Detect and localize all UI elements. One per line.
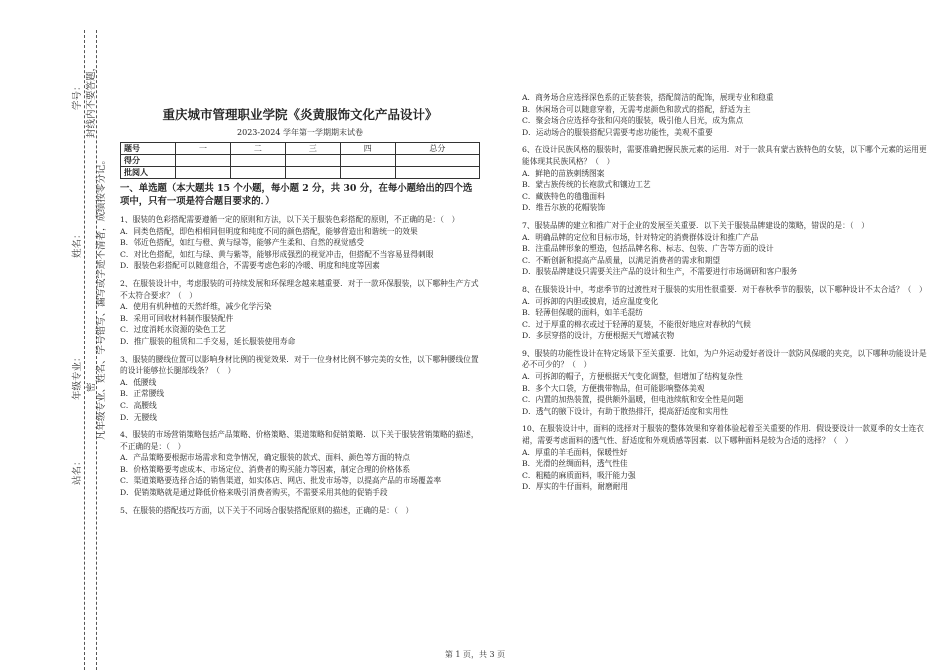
station-label: 站名： [72, 456, 83, 485]
score-header-row [121, 143, 480, 155]
left-column [120, 95, 480, 516]
question-5-options [522, 92, 927, 138]
option: B．邻近色搭配，如红与橙、黄与绿等，能够产生柔和、自然的视觉感受 [120, 238, 364, 248]
option: D．服装品牌建设只需要关注产品的设计和生产，不需要进行市场调研和客户服务 [522, 267, 798, 277]
option: B．蒙古族传统的长袍款式和镶边工艺 [522, 180, 651, 190]
option: B．正常腰线 [120, 389, 165, 399]
question-stem: 2、在服装设计中，考虑服装的可持续发展和环保理念越来越重要．对于一款环保服装，以下哪种生产方式不太符合要求？（ ） [120, 278, 479, 300]
right-column [522, 92, 927, 493]
left-question-list [120, 214, 480, 516]
option: A．商务场合应选择深色系的正装套装，搭配简洁的配饰，展现专业和稳重 [522, 93, 774, 102]
option: C．过于厚重的棉衣或过于轻薄的夏装，不能很好地应对春秋的气候 [522, 319, 751, 329]
option: D．维吾尔族的花帽装饰 [522, 203, 606, 213]
right-question-list [522, 144, 927, 493]
score-table [120, 142, 480, 179]
reviewer-row [121, 167, 480, 179]
question-stem: 9、服装的功能性设计在特定场景下至关重要．比如，为户外运动爱好者设计一款防风保暖的夹克，以下哪种功能设计是必不可少的？（ ） [522, 348, 927, 370]
question [120, 505, 480, 517]
question-stem: 4、服装的市场营销策略包括产品策略、价格策略、渠道策略和促销策略．以下关于服装营销策略的描述，不正确的是：（ ） [120, 430, 479, 451]
option: D．透气的腋下设计，有助于散热排汗，提高舒适度和实用性 [522, 406, 729, 416]
option: B．轻薄但保暖的面料，如羊毛混纺 [522, 308, 643, 318]
option: C．聚会场合应选择夸张和闪亮的服装，吸引他人目光，成为焦点 [522, 116, 744, 126]
option: C．对比色搭配，如红与绿、黄与紫等，能够形成强烈的视觉冲击，但搭配不当容易显得刺眼 [120, 249, 434, 259]
score-header-cell: 三 [285, 143, 340, 155]
question [522, 220, 927, 278]
option: B．多个大口袋，方便携带物品，但可能影响整体美观 [522, 383, 705, 393]
question [120, 429, 480, 499]
option: A．产品策略要根据市场需求和竞争情况，确定服装的款式、面料、颜色等方面的特点 [120, 453, 410, 463]
option: D．多层穿搭的设计，方便根据天气增减衣物 [522, 331, 675, 341]
option: C．渠道策略要选择合适的销售渠道，如实体店、网店、批发市场等，以提高产品的市场覆盖率 [120, 476, 442, 486]
option: D．厚实的牛仔面料，耐磨耐用 [522, 482, 629, 492]
page-number: 第 1 页，共 3 页 [444, 650, 506, 659]
exam-title: 重庆城市管理职业学院《炎黄服饰文化产品设计》 [162, 107, 438, 122]
reviewer-cell [395, 167, 479, 179]
score-header-cell: 题号 [121, 143, 176, 155]
score-row-label: 得分 [121, 155, 176, 167]
reviewer-cell [230, 167, 285, 179]
option: C．过度消耗水资源的染色工艺 [120, 325, 226, 335]
exam-subtitle: 2023-2024 学年第一学期期末试卷 [237, 128, 363, 137]
question [522, 348, 927, 418]
option: A．可拆卸的帽子，方便根据天气变化调整，但增加了结构复杂性 [522, 372, 743, 382]
seal-line-left [84, 30, 85, 670]
question-stem: 3、服装的腰线位置可以影响身材比例的视觉效果．对于一位身材比例不够完美的女性，以下哪种腰线位置的设计能够拉长腿部线条？（ ） [120, 354, 479, 376]
score-cell [340, 155, 395, 167]
option: C．粗糙的麻质面料，吸汗能力强 [522, 470, 636, 480]
score-header-cell: 四 [340, 143, 395, 155]
grade-major-label: 年级专业： [72, 352, 83, 400]
option: B．光滑的丝绸面料，透气性佳 [522, 459, 628, 469]
option: C．不断创新和提高产品质量，以满足消费者的需求和期望 [522, 255, 721, 265]
option: C．高腰线 [120, 400, 157, 410]
score-cell [176, 155, 231, 167]
option: A．厚重的羊毛面料，保暖性好 [522, 447, 628, 457]
question-stem: 8、在服装设计中，考虑季节的过渡性对于服装的实用性很重要．对于春秋季节的服装，以下哪种设计不太合适？（ ） [522, 284, 927, 294]
question [120, 354, 480, 424]
option: B．价格策略要考虑成本、市场定位、消费者的购买能力等因素，制定合理的价格体系 [120, 464, 411, 474]
option: A．低腰线 [120, 377, 157, 387]
question-stem: 6、在设计民族风格的服装时，需要准确把握民族元素的运用．对于一款具有蒙古族特色的女装，以下哪个元素的运用更能体现其民族风格？（ ） [522, 145, 927, 166]
option: D．无腰线 [120, 412, 157, 422]
question [522, 284, 927, 342]
question-stem: 5、在服装的搭配技巧方面，以下关于不同场合服装搭配原则的描述，正确的是：（ ） [120, 505, 414, 515]
option: A．可拆卸的内胆或披肩，适应温度变化 [522, 296, 659, 306]
grading-note: 凡年级专业、姓名、学号错写、漏写或字迹不清者，成绩按零分记。 [96, 154, 107, 440]
score-cell [395, 155, 479, 167]
student-id-label: 学号： [72, 81, 83, 110]
seal-text-feng: 封线内不要答题， [86, 61, 97, 138]
option: C．藏族特色的氆氇面料 [522, 191, 605, 201]
option: D．运动场合的服装搭配只需要考虑功能性，美观不重要 [522, 127, 713, 137]
reviewer-cell [340, 167, 395, 179]
reviewer-cell [176, 167, 231, 179]
question-stem: 1、服装的色彩搭配需要遵循一定的原则和方法，以下关于服装色彩搭配的原则，不正确的是：（ ） [120, 215, 460, 224]
section-heading: 一、单选题（本大题共 15 个小题，每小题 2 分，共 30 分，在每小题给出的四个选项中，只有一项是符合题目要求的．） [120, 183, 473, 207]
question [120, 278, 480, 348]
score-cell [230, 155, 285, 167]
score-header-cell: 一 [176, 143, 231, 155]
option: A．鲜艳的苗族刺绣图案 [522, 168, 605, 178]
option: B．休闲场合可以随意穿着，无需考虑颜色和款式的搭配，舒适为主 [522, 104, 751, 114]
score-header-cell: 总分 [395, 143, 479, 155]
option: A．明确品牌的定位和目标市场，针对特定的消费群体设计和推广产品 [522, 232, 759, 242]
question [522, 423, 927, 493]
option: D．促销策略就是通过降低价格来吸引消费者购买，不需要采用其他的促销手段 [120, 488, 388, 498]
score-cell [285, 155, 340, 167]
reviewer-row-label: 批阅人 [121, 167, 176, 179]
option: B．注重品牌形象的塑造，包括品牌名称、标志、包装、广告等方面的设计 [522, 244, 774, 254]
name-label: 姓名： [72, 229, 83, 258]
option: A．同类色搭配，即色相相同但明度和纯度不同的颜色搭配，能够营造出和谐统一的效果 [120, 226, 418, 236]
question-stem: 10、在服装设计中，面料的选择对于服装的整体效果和穿着体验起着至关重要的作用．假设要设计一款夏季的女士连衣裙，需要考虑面料的透气性、舒适度和外观质感等因素．以下哪种面料是较为合适的选择？（ ） [522, 424, 924, 446]
question [120, 214, 480, 272]
question [522, 144, 927, 214]
option: B．采用可回收材料制作服装配件 [120, 313, 234, 323]
binding-margin [0, 0, 110, 672]
option: A．使用有机种植的天然纤维，减少化学污染 [120, 302, 272, 312]
score-row [121, 155, 480, 167]
option: D．推广服装的租赁和二手交易，延长服装使用寿命 [120, 336, 296, 346]
option: D．服装色彩搭配可以随意组合，不需要考虑色彩的冷暖、明度和纯度等因素 [120, 261, 380, 271]
reviewer-cell [285, 167, 340, 179]
seal-text-mi: 密 [86, 382, 97, 392]
score-header-cell: 二 [230, 143, 285, 155]
question-stem: 7、服装品牌的建立和推广对于企业的发展至关重要．以下关于服装品牌建设的策略，错误的是：（ ） [522, 220, 869, 230]
option: C．内置的加热装置，提供额外温暖，但电池续航和安全性是问题 [522, 395, 744, 405]
